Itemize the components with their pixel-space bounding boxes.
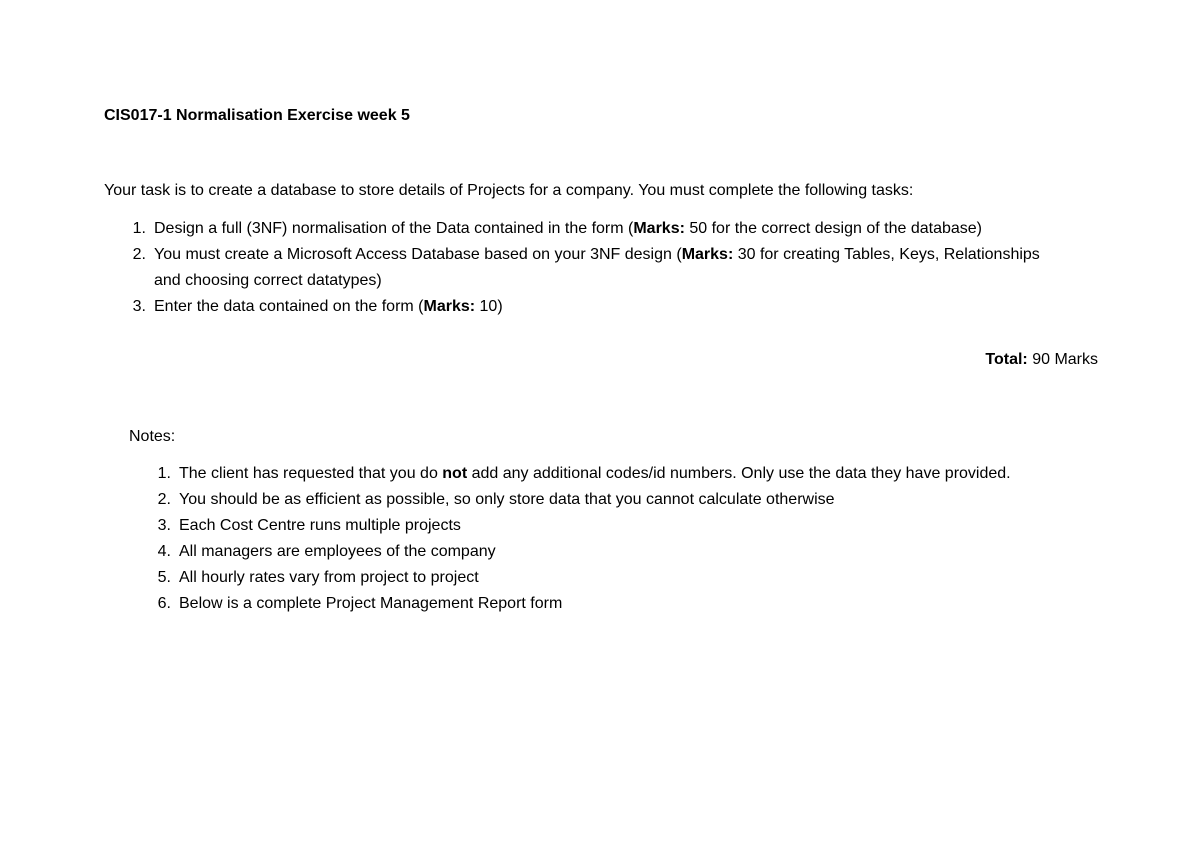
document-title: CIS017-1 Normalisation Exercise week 5: [104, 107, 410, 124]
note-item: [157, 591, 1079, 617]
task-text-rest: 30 for creating Tables, Keys, Relationships and choosing correct datatypes): [154, 246, 1040, 289]
task-item: [132, 294, 1054, 320]
note-text: All managers are employees of the company: [179, 543, 496, 560]
task-text-rest: 50 for the correct design of the database): [684, 220, 982, 237]
note-text: Below is a complete Project Management Report form: [179, 595, 563, 612]
notes-list: [157, 461, 1079, 617]
task-text: Enter the data contained on the form (: [154, 298, 424, 315]
task-number: 2.: [132, 246, 146, 263]
note-item: [157, 565, 1079, 591]
task-text: Design a full (3NF) normalisation of the Data contained in the form (: [154, 220, 634, 237]
note-number: 1.: [157, 465, 171, 482]
note-text-rest: add any additional codes/id numbers. Only use the data they have provided.: [467, 465, 1011, 482]
note-item: [157, 513, 1079, 539]
note-number: 5.: [157, 569, 171, 586]
task-marks-label: Marks:: [423, 298, 476, 315]
total-label: Total:: [985, 351, 1028, 368]
note-emphasis: not: [442, 465, 468, 482]
task-list: [132, 216, 1054, 320]
note-number: 2.: [157, 491, 171, 508]
task-text-rest: 10): [475, 298, 503, 315]
note-number: 4.: [157, 543, 171, 560]
note-item: [157, 539, 1079, 565]
note-item: [157, 461, 1079, 487]
note-text: You should be as efficient as possible, so only store data that you cannot calculate otherwise: [179, 491, 835, 508]
intro-paragraph: Your task is to create a database to store details of Projects for a company. You must complete the following tasks:: [104, 182, 914, 199]
note-number: 6.: [157, 595, 171, 612]
total-value: 90 Marks: [1027, 351, 1098, 368]
task-marks-label: Marks:: [681, 246, 734, 263]
task-item: [132, 242, 1054, 294]
task-text: You must create a Microsoft Access Database based on your 3NF design (: [154, 246, 682, 263]
task-marks-label: Marks:: [633, 220, 685, 237]
task-item: [132, 216, 1054, 242]
task-number: 3.: [132, 298, 146, 315]
note-text: All hourly rates vary from project to project: [179, 569, 479, 586]
total-marks: [104, 349, 1098, 371]
notes-heading: Notes:: [129, 428, 176, 445]
note-item: [157, 487, 1079, 513]
note-text: The client has requested that you do: [179, 465, 443, 482]
task-number: 1.: [132, 220, 146, 237]
note-number: 3.: [157, 517, 171, 534]
note-text: Each Cost Centre runs multiple projects: [179, 517, 461, 534]
